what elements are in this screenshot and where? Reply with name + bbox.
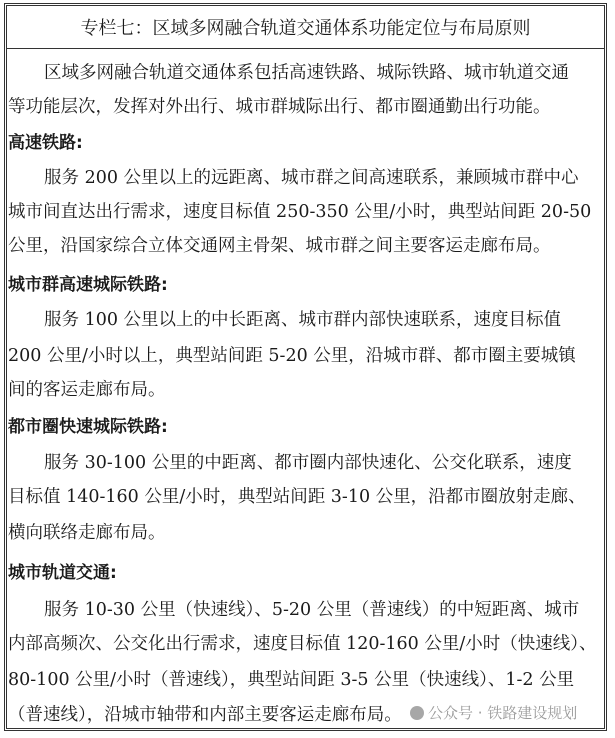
section-heading: 城市群高速城际铁路: xyxy=(8,275,168,295)
section-heading: 高速铁路: xyxy=(8,133,83,153)
section-heading: 城市轨道交通: xyxy=(8,563,117,583)
section-line: （普速线），沿城市轴带和内部主要客运走廊布局。 xyxy=(8,705,402,725)
watermark-text: 公众号 · 铁路建设规划 xyxy=(428,704,578,722)
section-line: 间的客运走廊布局。 xyxy=(8,380,166,400)
wechat-icon xyxy=(410,706,424,720)
section-line: 200 公里/小时以上，典型站间距 5-20 公里，沿城市群、都市圈主要城镇 xyxy=(8,346,576,366)
section-line: 服务 10-30 公里（快速线）、5-20 公里（普速线）的中短距离、城市 xyxy=(44,600,580,620)
section-line: 服务 200 公里以上的远距离、城市群之间高速联系，兼顾城市群中心 xyxy=(44,168,579,188)
intro-line: 等功能层次，发挥对外出行、城市群城际出行、都市圈通勤出行功能。 xyxy=(8,97,551,117)
section-line: 城市间直达出行需求，速度目标值 250-350 公里/小时，典型站间距 20-50 xyxy=(8,202,592,222)
section-line: 目标值 140-160 公里/小时，典型站间距 3-10 公里，沿都市圈放射走廊、 xyxy=(8,487,586,507)
section-line: 80-100 公里/小时（普速线），典型站间距 3-5 公里（快速线）、1-2 公里 xyxy=(8,670,575,690)
section-line: 横向联络走廊布局。 xyxy=(8,523,166,543)
box-title: 专栏七：区域多网融合轨道交通体系功能定位与布局原则 xyxy=(7,6,604,49)
section-line: 服务 100 公里以上的中长距离、城市群内部快速联系，速度目标值 xyxy=(44,310,562,330)
section-line: 服务 30-100 公里的中距离、都市圈内部快速化、公交化联系，速度 xyxy=(44,453,572,473)
section-heading: 都市圈快速城际铁路: xyxy=(8,417,168,437)
section-line: 公里，沿国家综合立体交通网主骨架、城市群之间主要客运走廊布局。 xyxy=(8,236,551,256)
intro-line: 区域多网融合轨道交通体系包括高速铁路、城际铁路、城市轨道交通 xyxy=(44,63,569,83)
watermark xyxy=(410,702,577,723)
section-line: 内部高频次、公交化出行需求，速度目标值 120-160 公里/小时（快速线）、 xyxy=(8,634,597,654)
